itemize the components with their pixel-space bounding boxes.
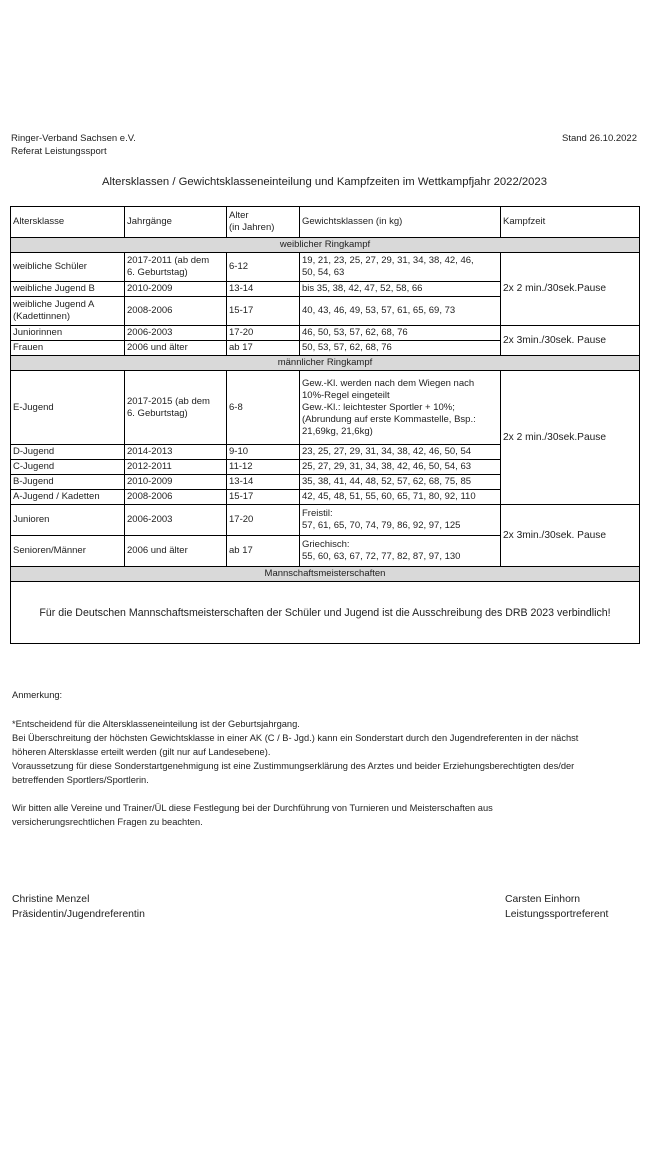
signature-right	[505, 892, 608, 922]
table-row: Juniorinnen 2006-2003 17-20 46, 50, 53, 57, 62, 68, 76 2x 3min./30sek. Pause	[11, 326, 640, 341]
table-row: C-Jugend 2012-2011 11-12 25, 27, 29, 31, 34, 38, 42, 46, 50, 54, 63	[11, 460, 640, 475]
org-department: Referat Leistungssport	[11, 146, 107, 157]
table-row: Frauen 2006 und älter ab 17 50, 53, 57, 62, 68, 76	[11, 341, 640, 356]
remarks-heading: Anmerkung:	[12, 690, 63, 700]
table-row: Senioren/Männer 2006 und älter ab 17 Griechisch: 55, 60, 63, 67, 72, 77, 82, 87, 97, 130	[11, 536, 640, 567]
kampfzeit-cell: 2x 2 min./30sek.Pause	[501, 371, 640, 505]
table-row: A-Jugend / Kadetten 2008-2006 15-17 42, 45, 48, 51, 55, 60, 65, 71, 80, 92, 110	[11, 490, 640, 505]
table-row: weibliche Jugend A (Kadettinnen) 2008-2006 15-17 40, 43, 46, 49, 53, 57, 61, 65, 69, 73	[11, 297, 640, 326]
section-title: Mannschaftsmeisterschaften	[11, 567, 640, 582]
kampfzeit-cell: 2x 3min./30sek. Pause	[501, 505, 640, 567]
header-gewichtsklassen: Gewichtsklassen (in kg)	[300, 207, 501, 238]
remarks-block: Anmerkung: *Entscheidend für die Altersklasseneinteilung ist der Geburtsjahrgang. Bei Überschreitung der höchsten Gewichtsklasse in einer AK (C / B- Jgd.) kann ein Sonderstart durch den Jugendreferenten in der nächst höheren Altersklasse erteilt werden (gilt nur auf Landesebene). Voraussetzung für diese Sonderstartgenehmigung ist eine Zustimmungserklärung des Arztes und beider Erziehungsberechtigten des/der betreffenden Sportlers/Sportlerin. Wir bitten alle Vereine und Trainer/ÜL diese Festlegung bei der Durchführung von Turnieren und Meisterschaften aus versicherungsrechtlichen Fragen zu beachten.	[12, 688, 637, 829]
org-name: Ringer-Verband Sachsen e.V.	[11, 133, 136, 144]
section-title: männlicher Ringkampf	[11, 356, 640, 371]
table-header-row	[11, 207, 640, 238]
header-alter: Alter (in Jahren)	[227, 207, 300, 238]
table-row: weibliche Schüler 2017-2011 (ab dem 6. Geburtstag) 6-12 19, 21, 23, 25, 27, 29, 31, 34, 38, 42, 46, 50, 54, 63 2x 2 min./30sek.Pause	[11, 253, 640, 282]
signer-role: Präsidentin/Jugendreferentin	[12, 909, 145, 920]
signer-name: Christine Menzel	[12, 894, 90, 905]
table-row: B-Jugend 2010-2009 13-14 35, 38, 41, 44, 48, 52, 57, 62, 68, 75, 85	[11, 475, 640, 490]
header-kampfzeit: Kampfzeit	[501, 207, 640, 238]
signature-left	[12, 892, 145, 922]
signer-name: Carsten Einhorn	[505, 894, 581, 905]
stand-date: Stand 26.10.2022	[561, 133, 637, 144]
document-title: Altersklassen / Gewichtsklasseneinteilung und Kampfzeiten im Wettkampfjahr 2022/2023	[102, 176, 547, 188]
section-title: weiblicher Ringkampf	[11, 238, 640, 253]
team-note: Für die Deutschen Mannschaftsmeisterschaften der Schüler und Jugend ist die Ausschreibung des DRB 2023 verbindlich!	[11, 582, 640, 644]
section-row-team	[11, 567, 640, 582]
table-row: D-Jugend 2014-2013 9-10 23, 25, 27, 29, 31, 34, 38, 42, 46, 50, 54	[11, 445, 640, 460]
team-note-row	[11, 582, 640, 644]
section-row-male	[11, 356, 640, 371]
section-row-female	[11, 238, 640, 253]
weight-class-table	[10, 206, 640, 644]
kampfzeit-cell: 2x 2 min./30sek.Pause	[501, 253, 640, 326]
table-row: Junioren 2006-2003 17-20 Freistil: 57, 61, 65, 70, 74, 79, 86, 92, 97, 125 2x 3min./30sek. Pause	[11, 505, 640, 536]
table-row: E-Jugend 2017-2015 (ab dem 6. Geburtstag) 6-8 Gew.-Kl. werden nach dem Wiegen nach 10%-Regel eingeteilt Gew.-Kl.: leichtester Sportler + 10%; (Abrundung auf erste Kommastelle, Bsp.: 21,69kg, 21,6kg) 2x 2 min./30sek.Pause	[11, 371, 640, 445]
table-row: weibliche Jugend B 2010-2009 13-14 bis 35, 38, 42, 47, 52, 58, 66	[11, 282, 640, 297]
header-altersklasse: Altersklasse	[11, 207, 125, 238]
header-jahrgaenge: Jahrgänge	[125, 207, 227, 238]
organization-block	[11, 132, 136, 158]
kampfzeit-cell: 2x 3min./30sek. Pause	[501, 326, 640, 356]
signer-role: Leistungssportreferent	[505, 909, 609, 920]
